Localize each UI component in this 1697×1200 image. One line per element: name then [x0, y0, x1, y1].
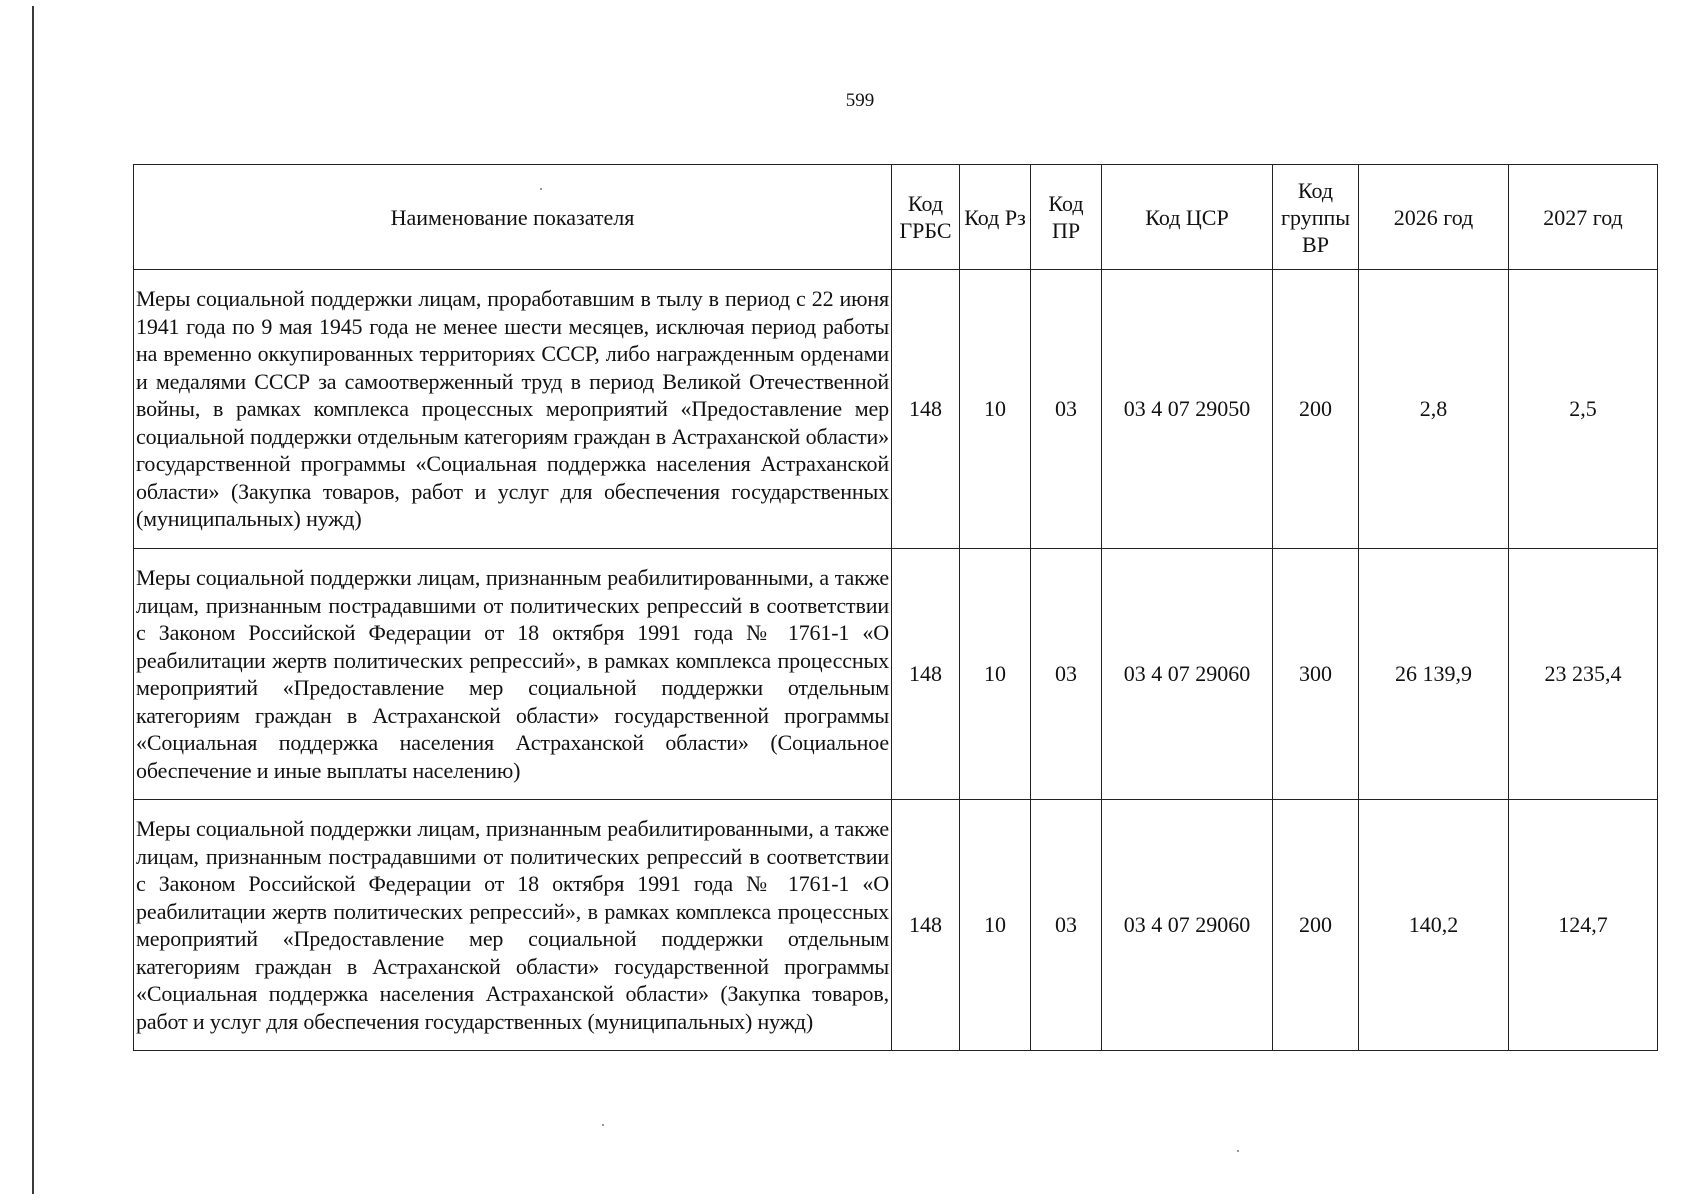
header-year-2027: 2027 год: [1509, 165, 1658, 270]
amount-2026-cell: 2,8: [1359, 270, 1509, 549]
budget-table: [133, 164, 1658, 1051]
csr-code-cell: 03 4 07 29060: [1102, 800, 1273, 1051]
table-header: [134, 165, 1658, 270]
scan-speck: [602, 1124, 604, 1126]
binding-margin-line: [32, 6, 34, 1194]
vr-group-code-cell: 200: [1273, 270, 1359, 549]
indicator-name-cell: Меры социальной поддержки лицам, признанным реабилитированными, а также лицам, признанным пострадавшими от политических репрессий в соответствии с Законом Российской Федерации от 18 октября 1991 года № 1761-1 «О реабилитации жертв политических репрессий», в рамках комплекса процессных мероприятий «Предоставление мер социальной поддержки отдельным категориям граждан в Астраханской области» государственной программы «Социальная поддержка населения Астраханской области» (Социальное обеспечение и иные выплаты населению): [134, 549, 892, 800]
table-row: [134, 270, 1658, 549]
vr-group-code-cell: 300: [1273, 549, 1359, 800]
table-row: [134, 549, 1658, 800]
csr-code-cell: 03 4 07 29060: [1102, 549, 1273, 800]
rz-code-cell: 10: [960, 800, 1031, 1051]
amount-2027-cell: 23 235,4: [1509, 549, 1658, 800]
amount-2027-cell: 2,5: [1509, 270, 1658, 549]
header-indicator-name: Наименование показателя: [134, 165, 892, 270]
header-vr-group-code: Код группы ВР: [1273, 165, 1359, 270]
pr-code-cell: 03: [1031, 270, 1102, 549]
pr-code-cell: 03: [1031, 800, 1102, 1051]
grbs-code-cell: 148: [892, 549, 960, 800]
grbs-code-cell: 148: [892, 800, 960, 1051]
rz-code-cell: 10: [960, 270, 1031, 549]
header-csr-code: Код ЦСР: [1102, 165, 1273, 270]
indicator-name-cell: Меры социальной поддержки лицам, признанным реабилитированными, а также лицам, признанным пострадавшими от политических репрессий в соответствии с Законом Российской Федерации от 18 октября 1991 года № 1761-1 «О реабилитации жертв политических репрессий», в рамках комплекса процессных мероприятий «Предоставление мер социальной поддержки отдельным категориям граждан в Астраханской области» государственной программы «Социальная поддержка населения Астраханской области» (Закупка товаров, работ и услуг для обеспечения государственных (муниципальных) нужд): [134, 800, 892, 1051]
scan-speck: [540, 188, 542, 190]
rz-code-cell: 10: [960, 549, 1031, 800]
header-row: [134, 165, 1658, 270]
table-row: [134, 800, 1658, 1051]
page-number: 599: [845, 90, 875, 111]
amount-2026-cell: 140,2: [1359, 800, 1509, 1051]
vr-group-code-cell: 200: [1273, 800, 1359, 1051]
header-grbs-code: Код ГРБС: [892, 165, 960, 270]
scan-speck: [1237, 1150, 1239, 1152]
indicator-name-cell: Меры социальной поддержки лицам, проработавшим в тылу в период с 22 июня 1941 года по 9 мая 1945 года не менее шести месяцев, исключая период работы на временно оккупированных территориях СССР, либо награжденным орденами и медалями СССР за самоотверженный труд в период Великой Отечественной войны, в рамках комплекса процессных мероприятий «Предоставление мер социальной поддержки отдельным категориям граждан в Астраханской области» государственной программы «Социальная поддержка населения Астраханской области» (Закупка товаров, работ и услуг для обеспечения государственных (муниципальных) нужд): [134, 270, 892, 549]
table-body: [134, 270, 1658, 1051]
amount-2026-cell: 26 139,9: [1359, 549, 1509, 800]
amount-2027-cell: 124,7: [1509, 800, 1658, 1051]
grbs-code-cell: 148: [892, 270, 960, 549]
header-year-2026: 2026 год: [1359, 165, 1509, 270]
header-rz-code: Код Рз: [960, 165, 1031, 270]
header-pr-code: Код ПР: [1031, 165, 1102, 270]
csr-code-cell: 03 4 07 29050: [1102, 270, 1273, 549]
pr-code-cell: 03: [1031, 549, 1102, 800]
